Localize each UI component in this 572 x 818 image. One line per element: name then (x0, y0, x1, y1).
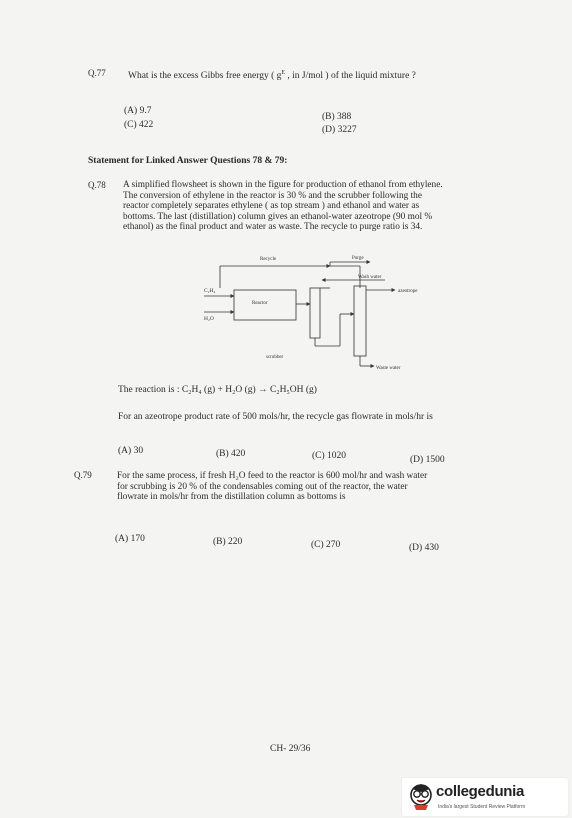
label-h2o: H₂O (204, 316, 214, 322)
label-wash-water: Wash water (358, 275, 382, 280)
q77-option-d: (D) 3227 (322, 125, 357, 135)
q78-line: The conversion of ethylene in the reactor is 30 % and the scrubber following the (123, 190, 422, 201)
label-waste-water: Waste water (376, 366, 401, 371)
q79-option-b: (B) 220 (213, 537, 243, 547)
reaction-equation: C₂H₄ (g) + H₂O (g) → C₂H₅OH (g) (181, 385, 317, 395)
q78-reaction (118, 385, 317, 395)
q78-line: A simplified flowsheet is shown in the figure for production of ethanol from ethylene. (123, 180, 443, 190)
q77-option-c: (C) 422 (124, 120, 154, 130)
q79-option-c: (C) 270 (311, 540, 341, 550)
q78-option-b: (B) 420 (216, 449, 246, 459)
q78-option-d: (D) 1500 (410, 455, 445, 465)
label-c2h4: C₂H₄ (204, 288, 216, 294)
linked-statement: Statement for Linked Answer Questions 78 & 79: (88, 156, 288, 166)
label-scrubber: scrubber (266, 355, 284, 360)
q77-option-a: (A) 9.7 (124, 106, 152, 116)
q77-text-after: , in J/mol ) of the liquid mixture ? (285, 71, 416, 82)
flowsheet-diagram (190, 252, 440, 382)
q78-option-a: (A) 30 (118, 446, 144, 456)
logo-tagline: India's largest Student Review Platform (438, 804, 526, 810)
q77-sup: E (281, 70, 286, 76)
q78-question: For an azeotrope product rate of 500 mols/hr, the recycle gas flowrate in mols/hr is (118, 412, 433, 422)
q78-number: Q.78 (88, 180, 106, 190)
scrubber-column (310, 288, 320, 338)
label-reactor: Reactor (252, 301, 268, 306)
q79-number: Q.79 (74, 470, 92, 480)
label-recycle: Recycle (260, 257, 277, 262)
label-purge: Purge (352, 256, 364, 261)
q78-line: reactor completely separates ethylene ( as top stream ) and ethanol and water as (123, 201, 420, 212)
q78-option-c: (C) 1020 (312, 451, 347, 461)
q78-line: bottoms. The last (distillation) column gives an ethanol-water azeotrope (90 mol % (123, 211, 433, 222)
q77-number: Q.77 (88, 68, 106, 78)
q77-text-before: What is the excess Gibbs free energy ( g (128, 71, 282, 82)
q79-line: For the same process, if fresh H₂O feed to the reactor is 600 mol/hr and wash water (117, 471, 428, 481)
reaction-prefix: The reaction is : (118, 385, 182, 395)
label-azeotrope: azeotrope (398, 289, 418, 294)
q79-line: flowrate in mols/hr from the distillation column as bottoms is (117, 492, 346, 503)
q78-line: ethanol) as the final product and water as waste. The recycle to purge ratio is 34. (123, 222, 423, 233)
q77-question (128, 70, 416, 81)
q79-paragraph (117, 471, 507, 503)
distillation-column (354, 286, 366, 356)
mascot-icon (408, 783, 434, 811)
q77-option-b: (B) 388 (322, 112, 352, 122)
q79-option-a: (A) 170 (115, 534, 145, 544)
q79-option-d: (D) 430 (409, 543, 439, 553)
q79-line: for scrubbing is 20 % of the condensables coming out of the reactor, the water (117, 481, 408, 492)
collegedunia-logo[interactable] (402, 778, 568, 816)
page-footer: CH- 29/36 (270, 744, 311, 754)
q78-paragraph (123, 180, 513, 233)
logo-name: collegedunia (436, 783, 525, 800)
